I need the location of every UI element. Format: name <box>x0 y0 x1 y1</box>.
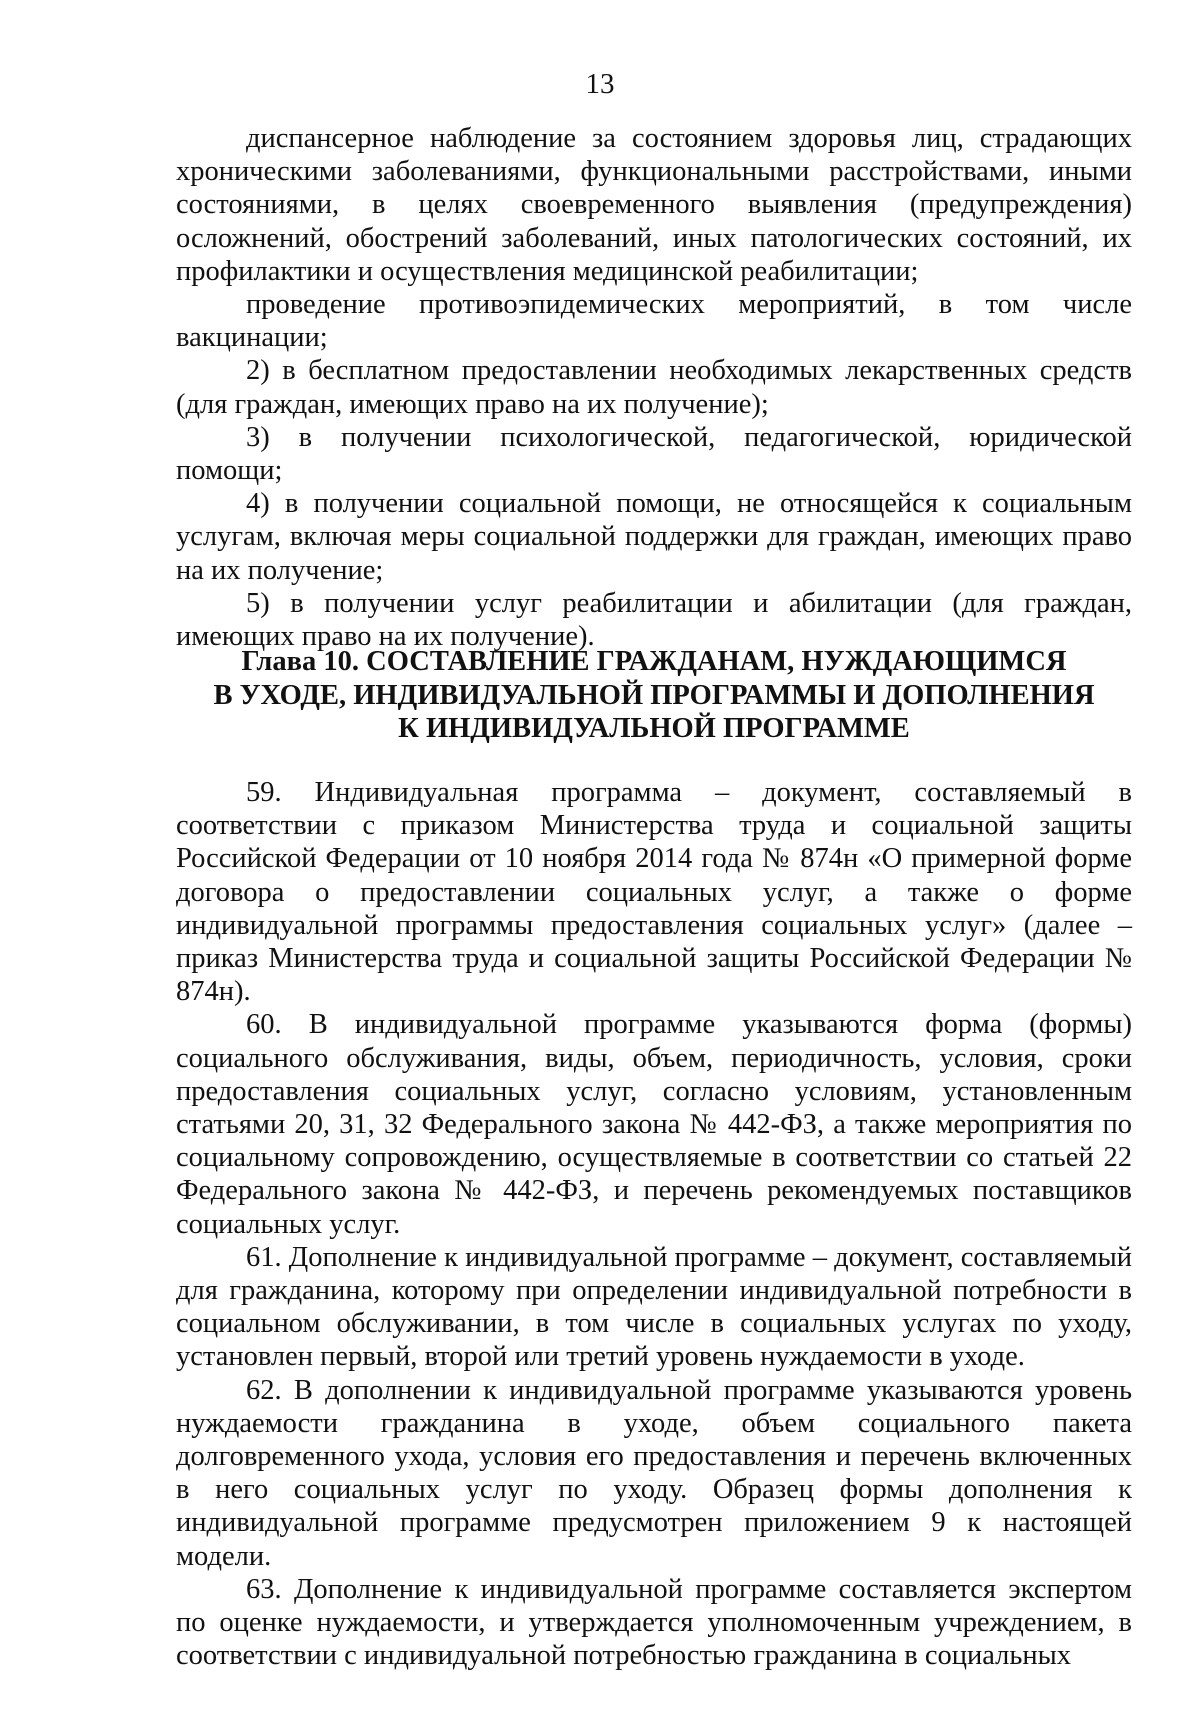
paragraph-item-2-medicines: 2) в бесплатном предоставлении необходимых лекарственных средств (для граждан, имеющих право на их получение); <box>176 355 1132 420</box>
top-text-block <box>176 122 1132 653</box>
paragraph-63: 63. Дополнение к индивидуальной программе составляется экспертом по оценке нуждаемости, и утверждается уполномоченным учреждением, в соответствии с индивидуальной потребностью гражданина в социальных <box>176 1573 1132 1672</box>
chapter-heading-line-1: Глава 10. СОСТАВЛЕНИЕ ГРАЖДАНАМ, НУЖДАЮЩИМСЯ <box>241 646 1067 677</box>
paragraph-dispensary-observation: диспансерное наблюдение за состоянием здоровья лиц, страдающих хроническими заболеваниями, функциональными расстройствами, иными состояниями, в целях своевременного выявления (предупреждения) осложнений, обострений заболеваний, иных патологических состояний, их профилактики и осуществления медицинской реабилитации; <box>176 123 1132 287</box>
chapter-heading-line-2: В УХОДЕ, ИНДИВИДУАЛЬНОЙ ПРОГРАММЫ И ДОПОЛНЕНИЯ <box>213 679 1095 711</box>
bottom-text-block <box>176 776 1132 1672</box>
paragraph-62: 62. В дополнении к индивидуальной программе указываются уровень нуждаемости гражданина в уходе, объем социального пакета долговременного ухода, условия его предоставления и перечень включенных в него социальных услуг по уходу. Образец формы дополнения к индивидуальной программе предусмотрен приложением 9 к настоящей модели. <box>176 1374 1132 1572</box>
paragraph-59: 59. Индивидуальная программа – документ, составляемый в соответствии с приказом Министерства труда и социальной защиты Российской Федерации от 10 ноября 2014 года № 874н «О примерной форме договора о предоставлении социальных услуг, а также о форме индивидуальной программы предоставления социальных услуг» (далее – приказ Министерства труда и социальной защиты Российской Федерации № 874н). <box>176 777 1132 1008</box>
paragraph-60: 60. В индивидуальной программе указываются форма (формы) социального обслуживания, виды, объем, периодичность, условия, сроки предоставления социальных услуг, согласно условиям, установленным статьями 20, 31, 32 Федерального закона № 442-ФЗ, а также мероприятия по социальному сопровождению, осуществляемые в соответствии со статьей 22 Федерального закона № 442-ФЗ, и перечень рекомендуемых поставщиков социальных услуг. <box>176 1009 1132 1240</box>
page-number: 13 <box>585 68 615 100</box>
chapter-heading-line-3: К ИНДИВИДУАЛЬНОЙ ПРОГРАММЕ <box>398 713 910 744</box>
paragraph-item-5-rehabilitation: 5) в получении услуг реабилитации и абилитации (для граждан, имеющих право на их получение). <box>176 587 1132 653</box>
paragraph-item-3-assistance: 3) в получении психологической, педагогической, юридической помощи; <box>176 421 1132 487</box>
chapter-heading <box>176 645 1132 746</box>
paragraph-antiepidemic-measures: проведение противоэпидемических мероприятий, в том числе вакцинации; <box>176 289 1132 354</box>
paragraph-61: 61. Дополнение к индивидуальной программе – документ, составляемый для гражданина, которому при определении индивидуальной потребности в социальном обслуживании, в том числе в социальных услугах по уходу, установлен первый, второй или третий уровень нуждаемости в уходе. <box>176 1241 1132 1373</box>
paragraph-item-4-social-help: 4) в получении социальной помощи, не относящейся к социальным услугам, включая меры социальной поддержки для граждан, имеющих право на их получение; <box>176 488 1132 586</box>
